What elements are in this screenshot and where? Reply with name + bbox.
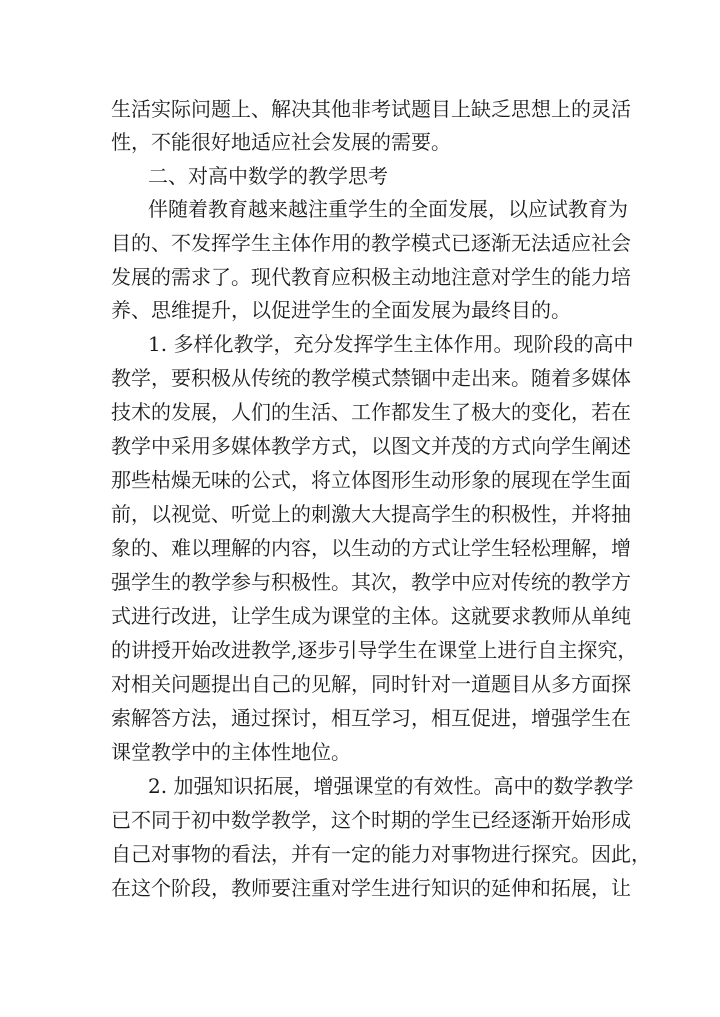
text-line: 养、思维提升，以促进学生的全面发展为最终目的。 xyxy=(111,298,571,322)
text-line: 强学生的教学参与积极性。其次，教学中应对传统的教学方 xyxy=(111,570,631,594)
text-line: 伴随着教育越来越注重学生的全面发展，以应试教育为 xyxy=(148,197,628,221)
text-line: 教学中采用多媒体教学方式，以图文并茂的方式向学生阐述 xyxy=(111,434,631,458)
numbered-paragraph-start: 2. 加强知识拓展，增强课堂的有效性。高中的数学教学 xyxy=(148,774,634,798)
text-line: 索解答方法，通过探讨，相互学习，相互促进，增强学生在 xyxy=(111,706,631,730)
text-line: 在这个阶段，教师要注重对学生进行知识的延伸和拓展，让 xyxy=(111,876,631,900)
numbered-paragraph-start: 1. 多样化教学，充分发挥学生主体作用。现阶段的高中 xyxy=(148,332,634,356)
text-line: 对相关问题提出自己的见解，同时针对一道题目从多方面探 xyxy=(111,672,631,696)
text-line: 性，不能很好地适应社会发展的需要。 xyxy=(111,130,451,154)
text-line: 生活实际问题上、解决其他非考试题目上缺乏思想上的灵活 xyxy=(111,97,631,121)
text-line: 已不同于初中数学教学，这个时期的学生已经逐渐开始形成 xyxy=(111,808,631,832)
text-line: 目的、不发挥学生主体作用的教学模式已逐渐无法适应社会 xyxy=(111,231,631,255)
text-line: 的讲授开始改进教学,逐步引导学生在课堂上进行自主探究， xyxy=(111,638,638,662)
text-line: 式进行改进，让学生成为课堂的主体。这就要求教师从单纯 xyxy=(111,604,631,628)
text-line: 自己对事物的看法，并有一定的能力对事物进行探究。因此， xyxy=(111,842,651,866)
text-line: 教学，要积极从传统的教学模式禁锢中走出来。随着多媒体 xyxy=(111,366,631,390)
text-line: 象的、难以理解的内容，以生动的方式让学生轻松理解，增 xyxy=(111,536,631,560)
text-line: 那些枯燥无味的公式，将立体图形生动形象的展现在学生面 xyxy=(111,468,631,492)
section-heading: 二、对高中数学的教学思考 xyxy=(148,164,388,188)
text-line: 技术的发展，人们的生活、工作都发生了极大的变化，若在 xyxy=(111,400,631,424)
text-line: 发展的需求了。现代教育应积极主动地注意对学生的能力培 xyxy=(111,265,631,289)
text-line: 课堂教学中的主体性地位。 xyxy=(111,740,351,764)
text-line: 前，以视觉、听觉上的刺激大大提高学生的积极性，并将抽 xyxy=(111,502,631,526)
